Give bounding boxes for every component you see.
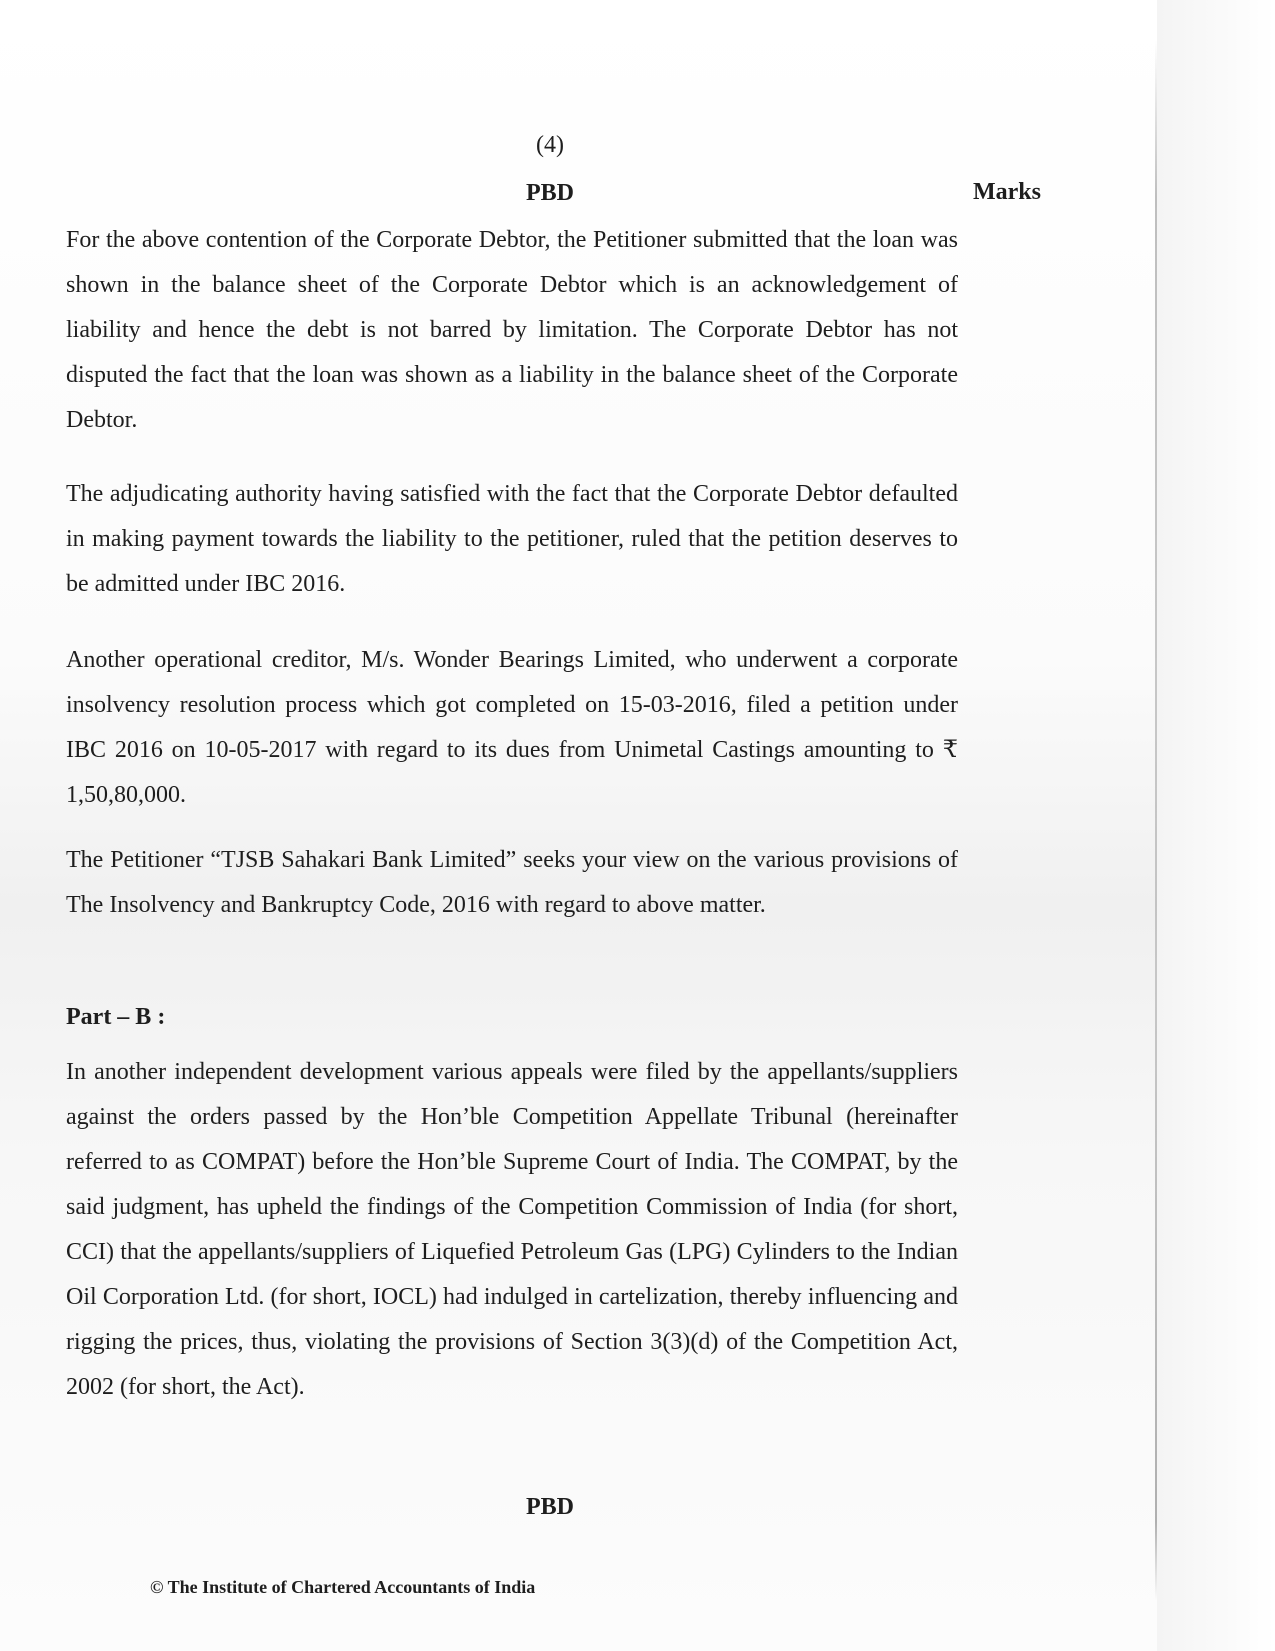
copyright-notice: © The Institute of Chartered Accountants of India [150, 1577, 536, 1597]
paragraph-compat-appeals: In another independent development various appeals were filed by the appellants/suppliers against the orders passed by the Hon’ble Competition Appellate Tribunal (hereinafter referred to as COMPAT) before the Hon’ble Supreme Court of India. The COMPAT, by the said judgment, has upheld the findings of the Competition Commission of India (for short, CCI) that the appellants/suppliers of Liquefied Petroleum Gas (LPG) Cylinders to the Indian Oil Corporation Ltd. (for short, IOCL) had indulged in cartelization, thereby influencing and rigging the prices, thus, violating the provisions of Section 3(3)(d) of the Competition Act, 2002 (for short, the Act). [66, 1059, 958, 1400]
paragraph-adjudication: The adjudicating authority having satisfied with the fact that the Corporate Debtor defaulted in making payment towards the liability to the petitioner, ruled that the petition deserves to be admitted under IBC 2016. [66, 481, 958, 597]
marks-column-label: Marks [973, 179, 1041, 205]
paragraph-petitioner-query: The Petitioner “TJSB Sahakari Bank Limited” seeks your view on the various provisions of The Insolvency and Bankruptcy Code, 2016 with regard to above matter. [66, 847, 958, 918]
scan-page-edge [1155, 40, 1157, 1600]
paragraph-operational-creditor: Another operational creditor, M/s. Wonder Bearings Limited, who underwent a corporate insolvency resolution process which got completed on 15-03-2016, filed a petition under IBC 2016 on 10-05-2017 with regard to its dues from Unimetal Castings amounting to ₹ 1,50,80,000. [66, 647, 958, 808]
header-paper-code: PBD [526, 180, 574, 206]
part-b-heading: Part – B : [66, 1004, 166, 1030]
footer-paper-code: PBD [526, 1494, 574, 1520]
page-number: (4) [536, 132, 564, 158]
paragraph-contention: For the above contention of the Corporate Debtor, the Petitioner submitted that the loan was shown in the balance sheet of the Corporate Debtor which is an acknowledgement of liability and hence the debt is not barred by limitation. The Corporate Debtor has not disputed the fact that the loan was shown as a liability in the balance sheet of the Corporate Debtor. [66, 227, 958, 433]
scan-margin-shade [1157, 0, 1275, 1651]
